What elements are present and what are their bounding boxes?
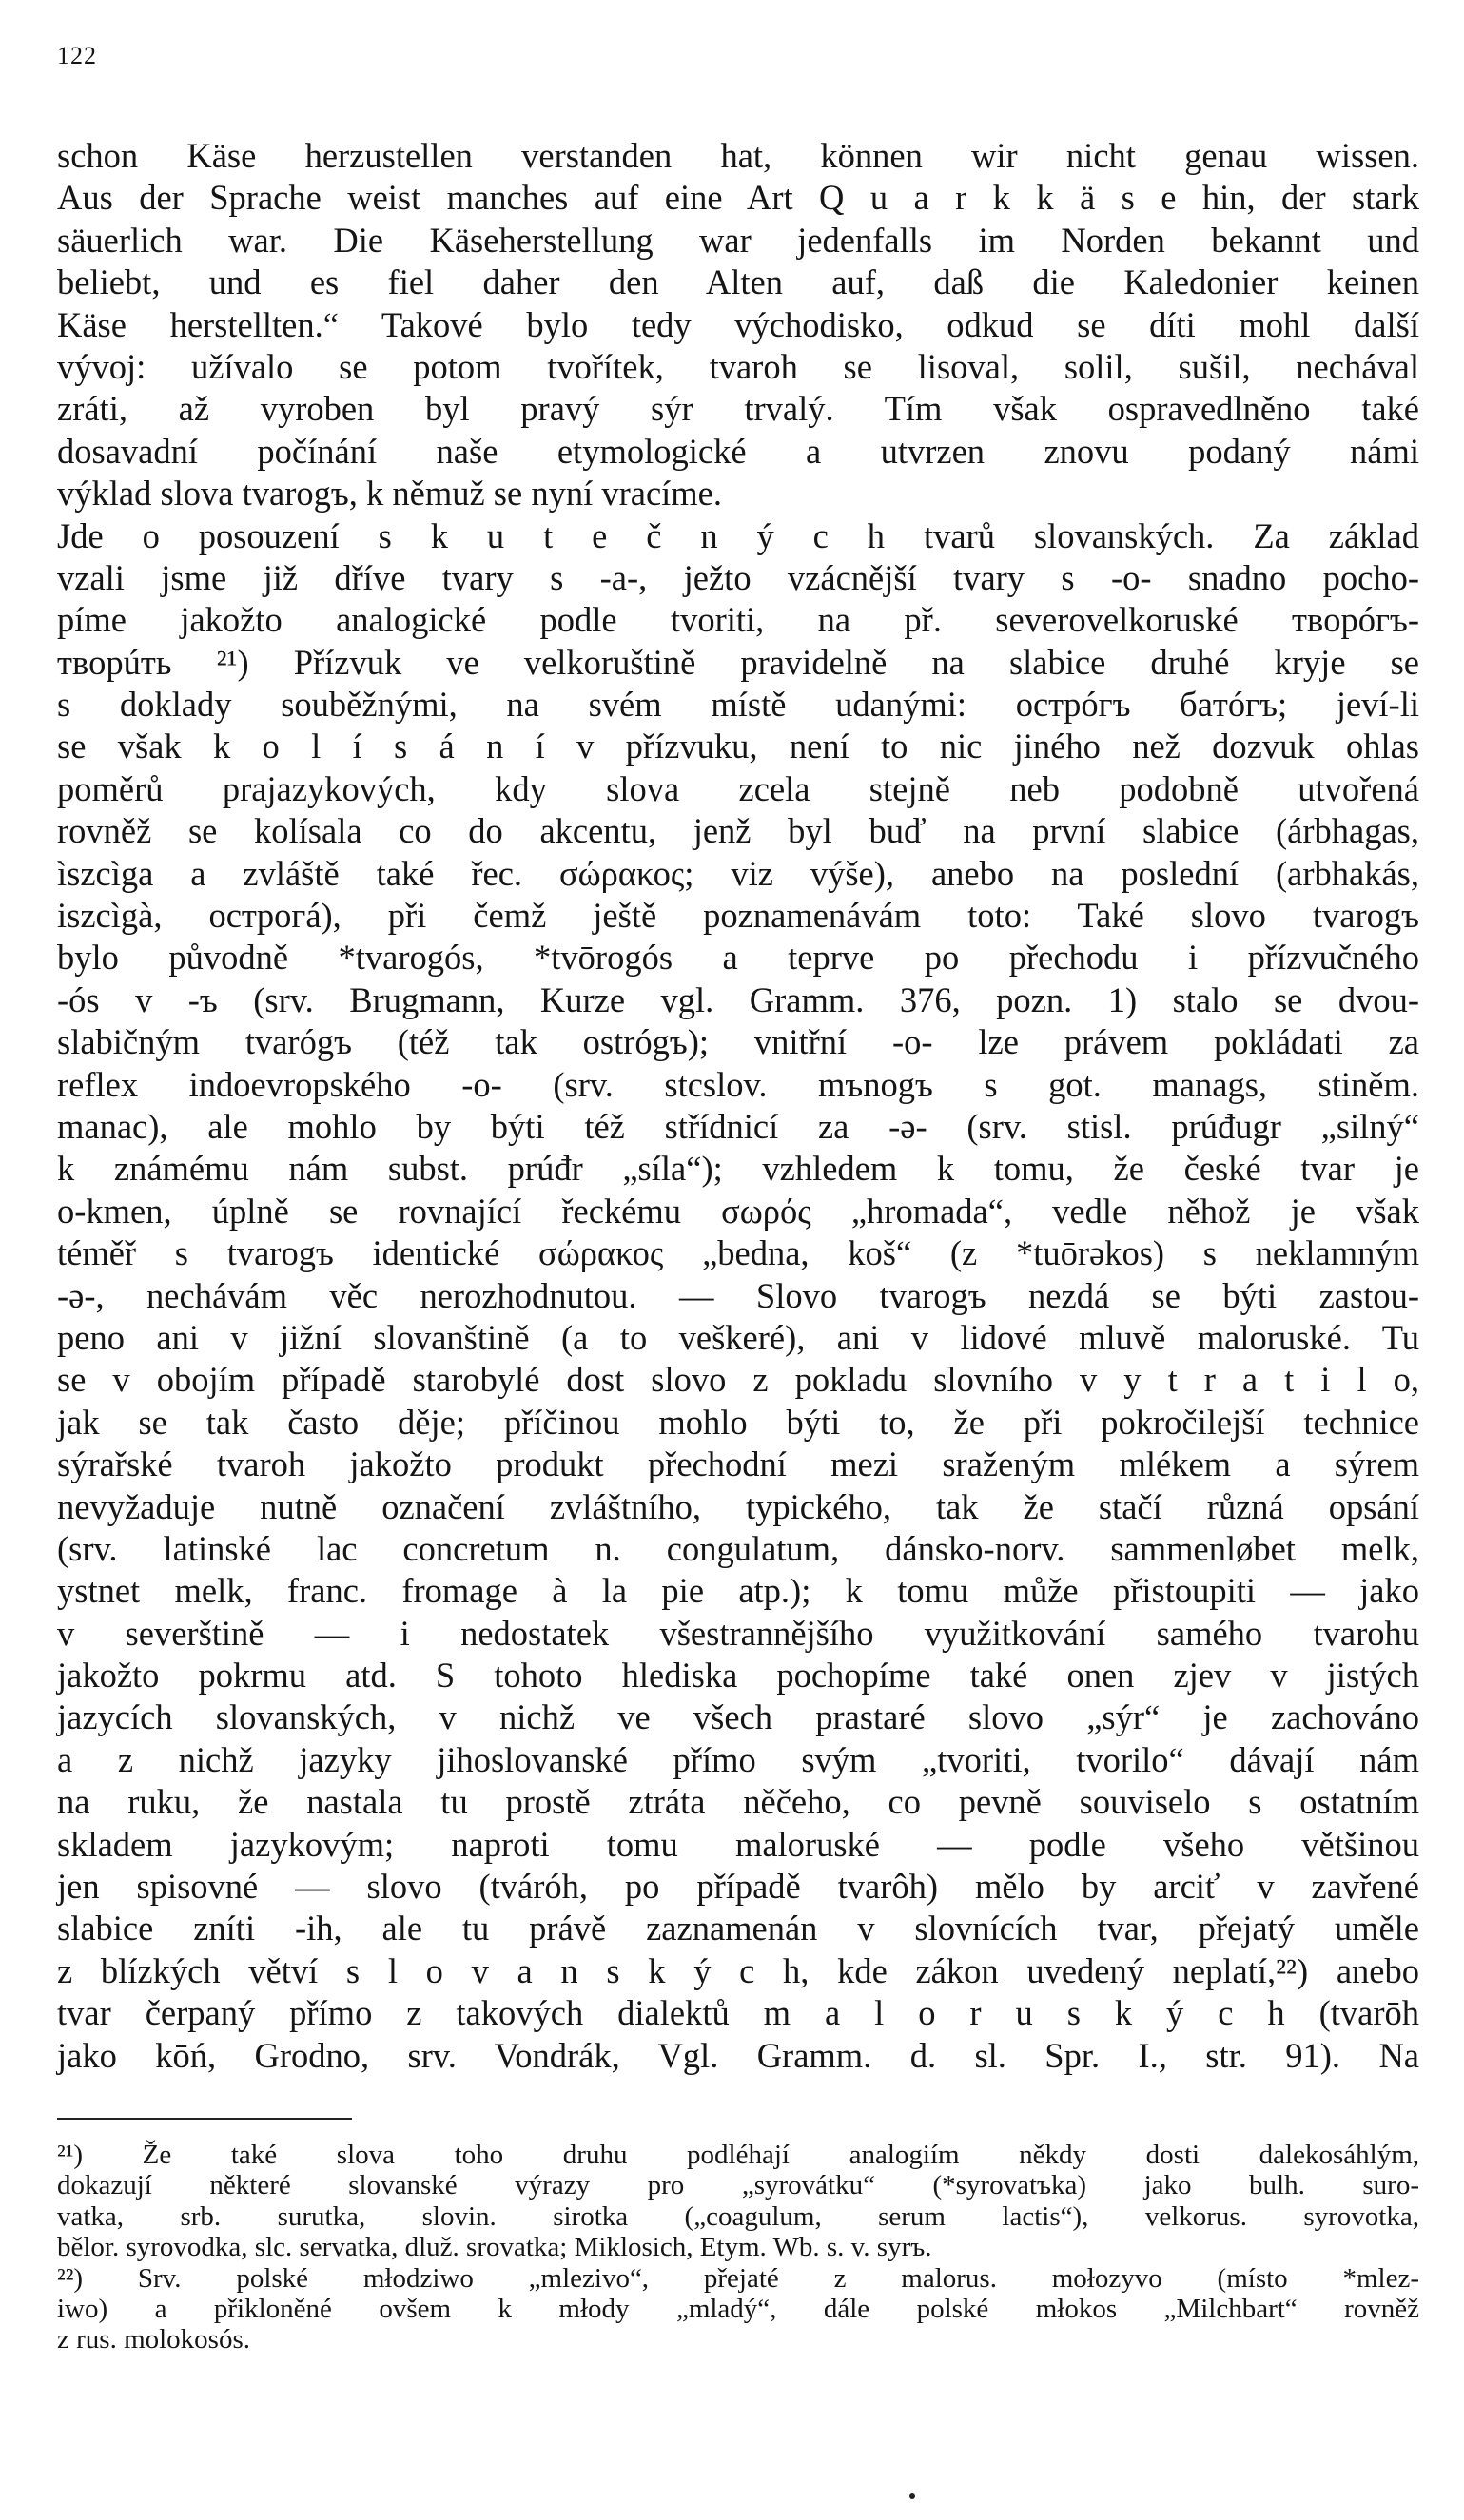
text-line: schon Käse herzustellen verstanden hat, können wir nicht genau wissen.	[57, 136, 1419, 175]
text-line: iszcìgà, ocтpoгá), při čemž ještě poznamenávám toto: Také slovo tvarogъ	[57, 896, 1419, 936]
text-line: z blízkých větví s l o v a n s k ý c h, kde zákon uvedený neplatí,²²) anebo	[57, 1950, 1419, 1990]
page-number: 122	[57, 42, 97, 69]
text-line: rovněž se kolísala co do akcentu, jenž byl buď na první slabice (árbhagas,	[57, 811, 1419, 851]
ink-mark	[909, 2493, 915, 2499]
text-line: jakožto pokrmu atd. S tohoto hlediska pochopíme také onen zjev v jistých	[57, 1656, 1419, 1696]
text-line: slabice zníti -ih, ale tu právě zaznamenán v slovnících tvar, přejatý uměle	[57, 1909, 1419, 1948]
main-text	[57, 135, 1419, 2077]
footnote-divider	[57, 2118, 352, 2120]
footnote-line: vatka, srb. surutka, slovin. sirotka („coagulum, serum lactis“), velkorus. syrovotka,	[57, 2200, 1419, 2232]
text-line: píme jakožto analogické podle tvoriti, na př. severovelkoruské твopóгъ-	[57, 600, 1419, 640]
text-line: bylo původně *tvarogós, *tvōrogós a teprve po přechodu i přízvučného	[57, 938, 1419, 978]
text-line: téměř s tvarogъ identické σώρακος „bedna, koš“ (z *tuōrəkos) s neklamným	[57, 1233, 1419, 1273]
text-line: o-kmen, úplně se rovnající řeckému σωρός „hromada“, vedle něhož je však	[57, 1191, 1419, 1231]
text-line: beliebt, und es fiel daher den Alten auf, daß die Kaledonier keinen	[57, 262, 1419, 302]
text-line: jak se tak často děje; příčinou mohlo býti to, že při pokročilejší technice	[57, 1402, 1419, 1442]
text-line: jen spisovné — slovo (tváróh, po případě tvarôh) mělo by arciť v zavřené	[57, 1867, 1419, 1907]
text-line: ystnet melk, franc. fromage à la pie atp.); k tomu může přistoupiti — jako	[57, 1571, 1419, 1611]
text-line: s doklady souběžnými, na svém místě udanými: ocтpóгъ бaтóгъ; jeví-li	[57, 685, 1419, 725]
text-line: poměrů prajazykových, kdy slova zcela stejně neb podobně utvořená	[57, 768, 1419, 808]
text-line: Aus der Sprache weist manches auf eine Art Q u a r k k ä s e hin, der stark	[57, 178, 1419, 218]
text-line: vývoj: užívalo se potom tvořítek, tvaroh se lisoval, solil, sušil, nechával	[57, 346, 1419, 386]
text-line: säuerlich war. Die Käseherstellung war jedenfalls im Norden bekannt und	[57, 220, 1419, 260]
text-line: vzali jsme již dříve tvary s -a-, ježto vzácnější tvary s -o- snadno pocho-	[57, 557, 1419, 597]
footnote-line: z rus. molokosós.	[57, 2324, 250, 2355]
text-line: tvar čerpaný přímo z takových dialektů m a l o r u s k ý c h (tvarōh	[57, 1993, 1419, 2033]
text-line: -ə-, nechávám věc nerozhodnutou. — Slovo tvarogъ nezdá se býti zastou-	[57, 1275, 1419, 1315]
text-line: ìszcìga a zvláště také řec. σώρακος; viz výše), anebo na poslední (arbhakás,	[57, 853, 1419, 893]
text-line: твoрúть ²¹) Přízvuk ve velkoruštině pravidelně na slabice druhé kryje se	[57, 642, 1419, 682]
text-line: reflex indoevropského -o- (srv. stcslov. mъnogъ s got. manags, stiněm.	[57, 1064, 1419, 1104]
text-line: na ruku, že nastala tu prostě ztráta něčeho, co pevně souviselo s ostatním	[57, 1782, 1419, 1822]
text-line: slabičným tvarógъ (též tak ostrógъ); vnitřní -o- lze právem pokládati za	[57, 1022, 1419, 1062]
text-line: nevyžaduje nutně označení zvláštního, typického, tak že stačí různá opsání	[57, 1486, 1419, 1526]
text-line: v severštině — i nedostatek všestrannějšího využitkování samého tvarohu	[57, 1613, 1419, 1653]
text-line: peno ani v jižní slovanštině (a to veškeré), ani v lidové mluvě maloruské. Tu	[57, 1317, 1419, 1357]
footnotes	[57, 2140, 1419, 2355]
text-line: -ós v -ъ (srv. Brugmann, Kurze vgl. Gramm. 376, pozn. 1) stalo se dvou-	[57, 979, 1419, 1019]
footnote-line: dokazují některé slovanské výrazy pro „syrovátku“ (*syrovatъka) jako bulh. suro-	[57, 2170, 1419, 2201]
text-line: dosavadní počínání naše etymologické a utvrzen znovu podaný námi	[57, 431, 1419, 471]
text-line: k známému nám subst. prúđr „síla“); vzhledem k tomu, že české tvar je	[57, 1149, 1419, 1189]
text-line: (srv. latinské lac concretum n. congulatum, dánsko-norv. sammenløbet melk,	[57, 1528, 1419, 1568]
footnote-line: bělor. syrovodka, slc. servatka, dluž. srovatka; Miklosich, Etym. Wb. s. v. syrъ.	[57, 2232, 932, 2263]
text-line: manac), ale mohlo by býti též střídnicí za -ə- (srv. stisl. prúđugr „silný“	[57, 1106, 1419, 1146]
text-line: skladem jazykovým; naproti tomu maloruské — podle všeho většinou	[57, 1824, 1419, 1864]
footnote-line: ²²) Srv. polské młodziwo „mlezivo“, přejaté z malorus. mołozyvo (místo *mlez-	[57, 2262, 1419, 2294]
text-line: sýrařské tvaroh jakožto produkt přechodní mezi sraženým mlékem a sýrem	[57, 1444, 1419, 1484]
text-line: jako kōń, Grodno, srv. Vondrák, Vgl. Gramm. d. sl. Spr. I., str. 91). Na	[57, 2035, 1419, 2075]
text-line: a z nichž jazyky jihoslovanské přímo svým „tvoriti, tvorilo“ dávají nám	[57, 1739, 1419, 1779]
footnote-line: ²¹) Že také slova toho druhu podléhají analogiím někdy dosti dalekosáhlým,	[57, 2140, 1419, 2170]
text-line: Jde o posouzení s k u t e č n ý c h tvarů slovanských. Za základ	[57, 515, 1419, 555]
paragraph-end-line: výklad slova tvarogъ, k němuž se nyní vracíme.	[57, 474, 723, 514]
footnote-line: iwo) a přikloněné ovšem k młody „mladý“, dále polské młokos „Milchbart“ rovněž	[57, 2293, 1419, 2324]
text-line: se však k o l í s á n í v přízvuku, není to nic jiného než dozvuk ohlas	[57, 727, 1419, 766]
text-line: se v obojím případě starobylé dost slovo z pokladu slovního v y t r a t i l o,	[57, 1360, 1419, 1400]
text-line: zráti, až vyroben byl pravý sýr trvalý. Tím však ospravedlněno také	[57, 389, 1419, 429]
text-line: jazycích slovanských, v nichž ve všech prastaré slovo „sýr“ je zachováno	[57, 1697, 1419, 1737]
text-line: Käse herstellten.“ Takové bylo tedy východisko, odkud se díti mohl další	[57, 304, 1419, 344]
